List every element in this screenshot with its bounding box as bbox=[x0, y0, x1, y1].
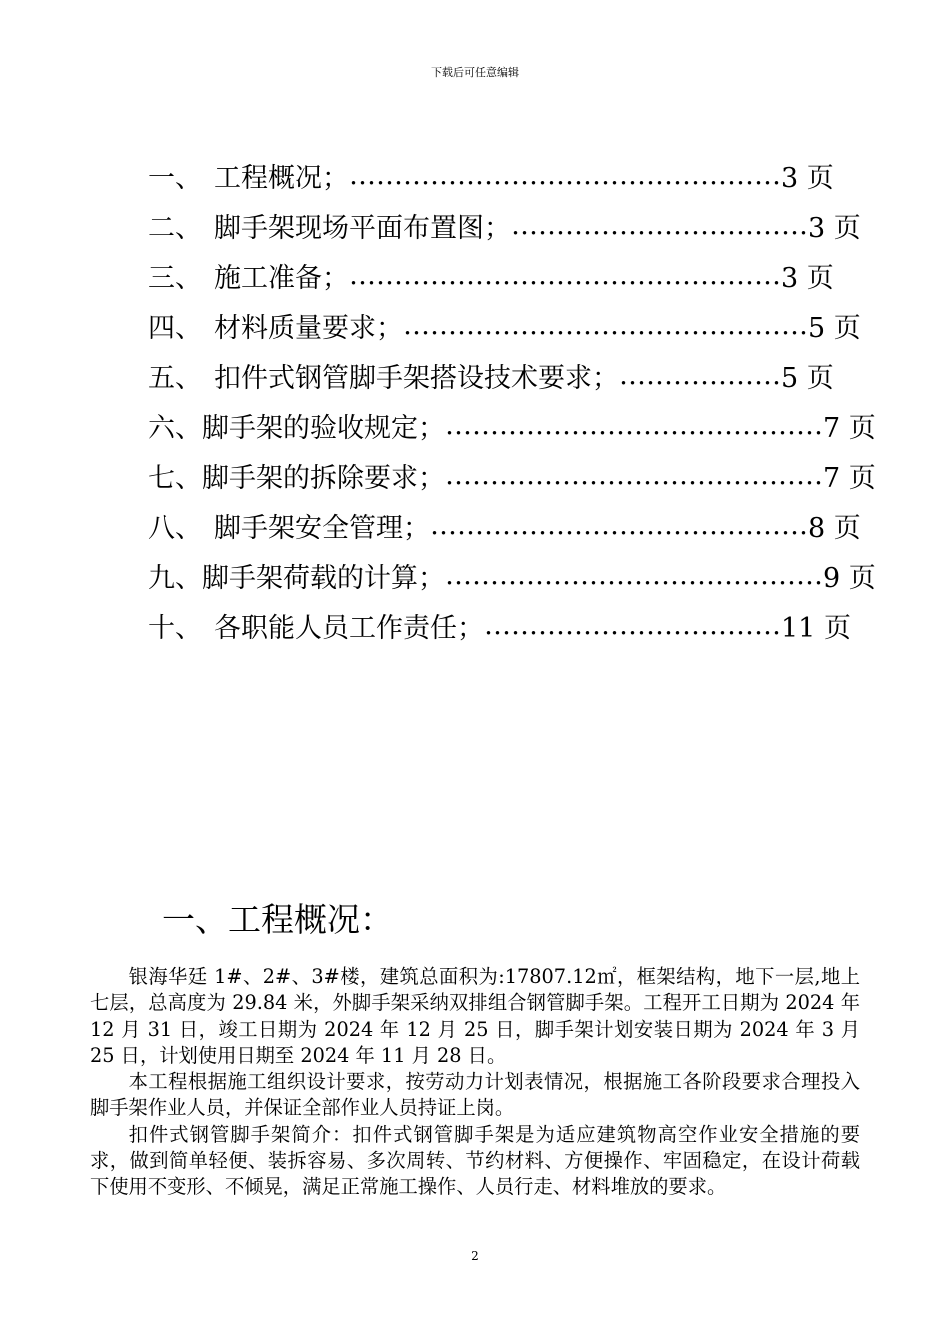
toc-item-page: 3 页 bbox=[781, 262, 834, 294]
toc-item-leader: ………………………………………… bbox=[349, 159, 781, 191]
toc-item-number: 一、 bbox=[148, 162, 202, 194]
toc-item-label: 脚手架的拆除要求； bbox=[202, 462, 445, 494]
toc-item-page: 8 页 bbox=[808, 512, 861, 544]
toc-item-leader: ………………………………………… bbox=[349, 259, 781, 291]
toc-item-number: 九、 bbox=[148, 562, 202, 594]
toc-item-leader: …………………………………… bbox=[445, 459, 823, 491]
toc-item[interactable] bbox=[148, 450, 876, 500]
toc-item-number: 四、 bbox=[148, 312, 202, 344]
toc-item-leader: …………………………………… bbox=[445, 409, 823, 441]
toc-item-number: 八、 bbox=[148, 512, 202, 544]
toc-item-page: 5 页 bbox=[781, 362, 834, 394]
toc-item-number: 三、 bbox=[148, 262, 202, 294]
table-of-contents bbox=[148, 150, 876, 650]
paragraph: 本工程根据施工组织设计要求，按劳动力计划表情况，根据施工各阶段要求合理投入脚手架作业人员，并保证全部作业人员持证上岗。 bbox=[90, 1070, 860, 1120]
toc-item-label: 脚手架的验收规定； bbox=[202, 412, 445, 444]
toc-item-page: 11 页 bbox=[781, 612, 851, 644]
toc-item-leader: …………………………………… bbox=[430, 509, 808, 541]
toc-item-leader: ……………… bbox=[619, 359, 781, 391]
toc-item[interactable] bbox=[148, 400, 876, 450]
toc-item-label: 工程概况； bbox=[214, 162, 349, 194]
toc-item-leader: ……………………………………… bbox=[403, 309, 808, 341]
toc-item-page: 7 页 bbox=[823, 412, 876, 444]
toc-item[interactable] bbox=[148, 550, 876, 600]
toc-item-label: 各职能人员工作责任； bbox=[214, 612, 484, 644]
section-heading: 一、工程概况： bbox=[162, 900, 393, 939]
toc-item-leader: …………………………………… bbox=[445, 559, 823, 591]
toc-item-page: 3 页 bbox=[808, 212, 861, 244]
paragraph: 银海华廷 1#、2#、3#楼，建筑总面积为:17807.12㎡，框架结构，地下一层,地上七层，总高度为 29.84 米，外脚手架采纳双排组合钢管脚手架。工程开工日期为 2024 年 12 月 31 日，竣工日期为 2024 年 12 月 25 日，脚手架计划安装日期为 2024 年 3 月 25 日，计划使用日期至 2024 年 11 月 28 日。 bbox=[90, 965, 860, 1067]
toc-item-leader: …………………………… bbox=[484, 609, 781, 641]
section-body bbox=[90, 964, 860, 1201]
page-number: 2 bbox=[471, 1249, 479, 1263]
toc-item[interactable] bbox=[148, 150, 868, 200]
toc-item-label: 扣件式钢管脚手架搭设技术要求； bbox=[214, 362, 619, 394]
toc-item-label: 脚手架安全管理； bbox=[214, 512, 430, 544]
toc-item-number: 十、 bbox=[148, 612, 202, 644]
toc-item-leader: …………………………… bbox=[511, 209, 808, 241]
toc-item-number: 六、 bbox=[148, 412, 202, 444]
toc-item-label: 脚手架现场平面布置图； bbox=[214, 212, 511, 244]
toc-item[interactable] bbox=[148, 300, 868, 350]
toc-item-label: 施工准备； bbox=[214, 262, 349, 294]
paragraph: 扣件式钢管脚手架简介：扣件式钢管脚手架是为适应建筑物高空作业安全措施的要求，做到简单轻便、装拆容易、多次周转、节约材料、方便操作、牢固稳定，在设计荷载下使用不变形、不倾晃，满足正常施工操作、人员行走、材料堆放的要求。 bbox=[90, 1122, 860, 1199]
toc-item[interactable] bbox=[148, 200, 868, 250]
toc-item-label: 材料质量要求； bbox=[214, 312, 403, 344]
toc-item[interactable] bbox=[148, 600, 868, 650]
toc-item-label: 脚手架荷载的计算； bbox=[202, 562, 445, 594]
toc-item-page: 7 页 bbox=[823, 462, 876, 494]
toc-item[interactable] bbox=[148, 500, 868, 550]
header-note: 下载后可任意编辑 bbox=[431, 66, 519, 79]
toc-item[interactable] bbox=[148, 350, 868, 400]
toc-item[interactable] bbox=[148, 250, 868, 300]
toc-item-page: 5 页 bbox=[808, 312, 861, 344]
toc-item-number: 七、 bbox=[148, 462, 202, 494]
toc-item-number: 五、 bbox=[148, 362, 202, 394]
toc-item-page: 9 页 bbox=[823, 562, 876, 594]
toc-item-number: 二、 bbox=[148, 212, 202, 244]
toc-item-page: 3 页 bbox=[781, 162, 834, 194]
